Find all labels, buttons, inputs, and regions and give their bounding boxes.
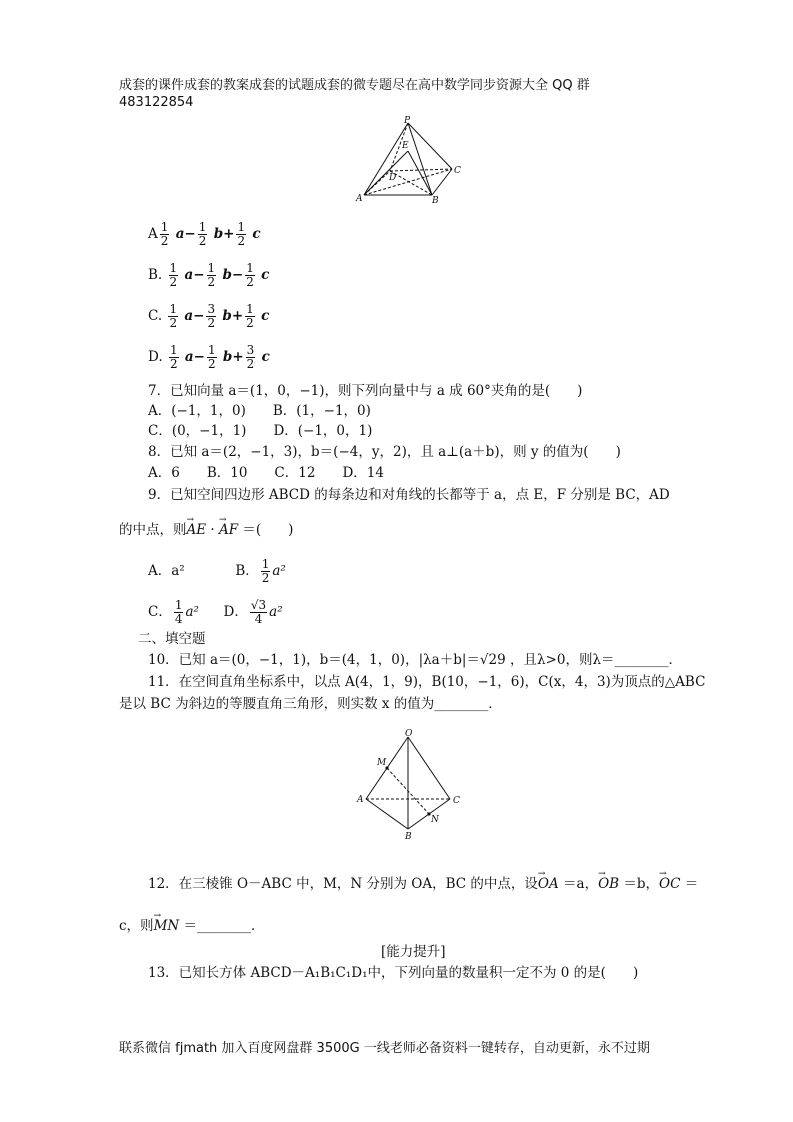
vector-OA: → OA	[538, 876, 559, 892]
label-C: C	[453, 796, 460, 806]
label-P: P	[404, 116, 411, 126]
header-line-2: 483122854	[119, 95, 194, 110]
q13-stem: 13．已知长方体 ABCD－A₁B₁C₁D₁中，下列向量的数量积一定不为 0 的是( )	[148, 965, 639, 981]
vector-AE: → AE	[187, 522, 207, 538]
header-line-1: 成套的课件成套的教案成套的试题成套的微专题尽在高中数学同步资源大全 QQ 群	[119, 78, 590, 93]
q9-stem-line2: 的中点，则→ AE · → AF ＝( )	[119, 522, 293, 538]
vector-MN: → MN	[154, 918, 180, 934]
label-A: A	[356, 194, 363, 204]
fraction: $\frac{1}{2}$	[207, 343, 216, 371]
label-D: D	[389, 173, 397, 183]
q9-options-row2	[148, 599, 283, 626]
fraction: $\frac{1}{2}$	[169, 343, 178, 371]
fraction: $\frac{1}{2}$	[169, 302, 178, 330]
label-N: N	[431, 815, 439, 825]
option-letter: A	[148, 226, 158, 242]
footer-note: 联系微信 fjmath 加入百度网盘群 3500G 一线老师必备资料一键转存，自动更新，永不过期	[119, 1041, 650, 1056]
fraction: $\frac{1}{2}$	[160, 220, 169, 248]
q9-option-c: C． $\frac{1}{4}$ a²	[148, 598, 199, 626]
tetrahedron-figure	[352, 727, 468, 842]
fraction: $\frac{1}{2}$	[246, 261, 254, 289]
q9-option-b: B． $\frac{1}{2}$ a²	[235, 557, 286, 585]
pyramid-figure	[352, 115, 468, 205]
q9-options-row1	[148, 558, 286, 585]
q9-option-d: D． $\frac{√3}{4}$ a²	[223, 598, 283, 626]
vector-OB: → OB	[598, 876, 619, 892]
fraction: $\frac{1}{2}$	[207, 261, 216, 289]
fraction: $\frac{1}{2}$	[237, 220, 246, 248]
q6-option-b: B. $\frac{1}{2}$ a− $\frac{1}{2}$ b− $\frac{1}{2}$ c	[148, 261, 270, 289]
q6-option-a: A $\frac{1}{2}$ a− $\frac{1}{2}$ b+ $\frac{1}{2}$ c	[148, 220, 261, 248]
label-O: O	[405, 729, 413, 739]
q11-line2: 是以 BC 为斜边的等腰直角三角形，则实数 x 的值为________．	[119, 696, 502, 712]
q8-stem: 8．已知 a＝(2，−1，3)，b＝(−4，y，2)，且 a⊥(a＋b)，则 y 的值为( )	[148, 444, 621, 460]
q12-line2: c，则→ MN ＝________．	[119, 918, 265, 934]
q12-line1: 12．在三棱锥 O－ABC 中，M，N 分别为 OA，BC 的中点，设→ OA ＝a，→ OB ＝b，→ OC ＝	[148, 876, 698, 892]
q9-option-a: A．a²	[148, 563, 185, 579]
q7-stem: 7．已知向量 a＝(1，0，−1)，则下列向量中与 a 成 60°夹角的是( )	[148, 383, 583, 399]
vector-AF: → AF	[219, 522, 238, 538]
option-letter: B.	[148, 267, 163, 283]
q7-options-row2: C．(0，−1，1) D．(−1，0，1)	[148, 423, 373, 439]
q7-options-row1: A．(−1，1，0) B．(1，−1，0)	[148, 403, 371, 419]
fraction: $\frac{3}{2}$	[246, 343, 255, 371]
section-ability-title: [能力提升]	[381, 944, 446, 960]
label-C: C	[454, 166, 461, 176]
fraction: $\frac{3}{2}$	[207, 302, 216, 330]
q6-option-c: C. $\frac{1}{2}$ a− $\frac{3}{2}$ b+ $\frac{1}{2}$ c	[148, 302, 270, 330]
label-M: M	[377, 758, 387, 768]
label-E: E	[402, 141, 409, 151]
label-B: B	[405, 832, 412, 842]
q10-stem: 10．已知 a＝(0，−1，1)，b＝(4，1，0)，|λa＋b|＝√29 ，且λ>0，则λ＝________．	[148, 652, 683, 668]
section-fill-in-title: 二、填空题	[138, 631, 206, 647]
fraction: $\frac{1}{2}$	[169, 261, 178, 289]
q9-stem: 9．已知空间四边形 ABCD 的每条边和对角线的长都等于 a，点 E，F 分别是 BC，AD	[148, 487, 670, 503]
fraction: $\frac{1}{2}$	[246, 302, 254, 330]
label-B: B	[432, 196, 439, 205]
fraction: $\frac{1}{2}$	[198, 220, 207, 248]
q6-option-d: D. $\frac{1}{2}$ a− $\frac{1}{2}$ b+ $\frac{3}{2}$ c	[148, 343, 270, 371]
option-letter: C.	[148, 308, 163, 324]
option-letter: D.	[148, 349, 163, 365]
label-A: A	[357, 795, 364, 805]
q11-line1: 11．在空间直角坐标系中，以点 A(4，1，9)，B(10，−1，6)，C(x，4，3)为顶点的△ABC	[148, 674, 706, 690]
q8-options: A．6 B．10 C．12 D．14	[148, 465, 384, 481]
vector-OC: → OC	[659, 876, 680, 892]
